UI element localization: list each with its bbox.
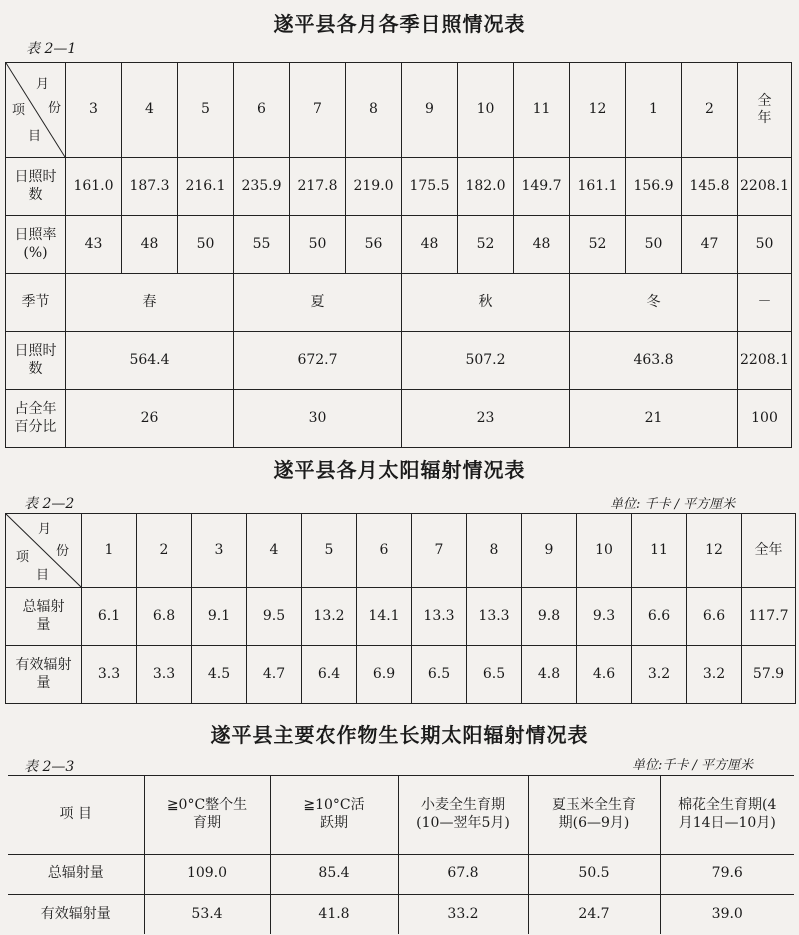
cell: 9.8 xyxy=(522,588,577,646)
cell: 672.7 xyxy=(234,332,402,390)
cell: 9.1 xyxy=(192,588,247,646)
cell: 3.3 xyxy=(82,646,137,704)
cell: 6.9 xyxy=(357,646,412,704)
month-header: 2 xyxy=(682,63,738,158)
cell: 21 xyxy=(570,390,738,448)
cell: 50 xyxy=(738,216,792,274)
month-header: 1 xyxy=(626,63,682,158)
corner-month2: 份 xyxy=(48,101,62,116)
month-header: 4 xyxy=(247,514,302,588)
cell: 52 xyxy=(570,216,626,274)
month-header: 9 xyxy=(402,63,458,158)
month-header: 11 xyxy=(514,63,570,158)
row-head-effective-radiation: 有效辐射量 xyxy=(8,894,144,934)
sunshine-table xyxy=(5,62,792,448)
table2-label: 表 2—2 xyxy=(24,496,75,512)
month-header: 12 xyxy=(687,514,742,588)
cell: 235.9 xyxy=(234,158,290,216)
cell: 175.5 xyxy=(402,158,458,216)
table2-unit: 单位: 千卡 / 平方厘米 xyxy=(610,497,736,512)
cell: 39.0 xyxy=(660,894,794,934)
cell: 4.5 xyxy=(192,646,247,704)
month-header: 6 xyxy=(357,514,412,588)
table-row xyxy=(6,216,792,274)
month-header: 12 xyxy=(570,63,626,158)
corner-item2: 目 xyxy=(36,568,50,583)
cell: 182.0 xyxy=(458,158,514,216)
month-header: 1 xyxy=(82,514,137,588)
month-header: 9 xyxy=(522,514,577,588)
month-header: 3 xyxy=(66,63,122,158)
table-row xyxy=(8,854,794,894)
month-header: 10 xyxy=(458,63,514,158)
radiation-table xyxy=(5,513,796,704)
month-header: 8 xyxy=(346,63,402,158)
table2-title: 遂平县各月太阳辐射情况表 xyxy=(273,458,526,482)
row-head-sunshine-rate: 日照率(%) xyxy=(6,216,66,274)
cell: 161.1 xyxy=(570,158,626,216)
table1-label: 表 2—1 xyxy=(26,41,77,57)
cell: 53.4 xyxy=(144,894,270,934)
month-header: 6 xyxy=(234,63,290,158)
cell: 67.8 xyxy=(398,854,528,894)
cell: 56 xyxy=(346,216,402,274)
table3-unit: 单位:千卡 / 平方厘米 xyxy=(632,758,754,773)
crop-radiation-table xyxy=(8,776,794,934)
cell: 30 xyxy=(234,390,402,448)
cell: 24.7 xyxy=(528,894,660,934)
cell: 161.0 xyxy=(66,158,122,216)
corner-month1: 月 xyxy=(38,522,52,537)
cell: 52 xyxy=(458,216,514,274)
cell: 6.6 xyxy=(687,588,742,646)
row-head-total-radiation: 总辐射量 xyxy=(8,854,144,894)
cell: 4.6 xyxy=(577,646,632,704)
cell: 6.6 xyxy=(632,588,687,646)
cell: 6.1 xyxy=(82,588,137,646)
cell: 9.5 xyxy=(247,588,302,646)
cell: 6.5 xyxy=(412,646,467,704)
cell: 3.2 xyxy=(632,646,687,704)
table-row xyxy=(6,274,792,332)
table-row xyxy=(8,894,794,934)
cell: 47 xyxy=(682,216,738,274)
cell: 6.4 xyxy=(302,646,357,704)
cell: 57.9 xyxy=(742,646,796,704)
cell: 149.7 xyxy=(514,158,570,216)
cell: 23 xyxy=(402,390,570,448)
month-header: 8 xyxy=(467,514,522,588)
table3-label: 表 2—3 xyxy=(24,759,75,775)
cell: 48 xyxy=(514,216,570,274)
row-head-percent: 占全年百分比 xyxy=(6,390,66,448)
cell: 156.9 xyxy=(626,158,682,216)
cell: 187.3 xyxy=(122,158,178,216)
table1-corner-cell xyxy=(6,63,66,158)
cell: 507.2 xyxy=(402,332,570,390)
cell: 4.8 xyxy=(522,646,577,704)
cell: 13.3 xyxy=(412,588,467,646)
month-header: 4 xyxy=(122,63,178,158)
cell: 13.3 xyxy=(467,588,522,646)
season-winter: 冬 xyxy=(570,274,738,332)
cell: 216.1 xyxy=(178,158,234,216)
cell: 6.8 xyxy=(137,588,192,646)
table-row xyxy=(6,390,792,448)
table3-header-row xyxy=(8,776,794,854)
cell: 463.8 xyxy=(570,332,738,390)
row-head-total-radiation: 总辐射量 xyxy=(6,588,82,646)
season-spring: 春 xyxy=(66,274,234,332)
cell: 14.1 xyxy=(357,588,412,646)
season-annual: － xyxy=(738,274,792,332)
cell: 4.7 xyxy=(247,646,302,704)
cell: 50 xyxy=(626,216,682,274)
table1-title: 遂平县各月各季日照情况表 xyxy=(273,12,526,36)
cell: 6.5 xyxy=(467,646,522,704)
cell: 50.5 xyxy=(528,854,660,894)
cell: 26 xyxy=(66,390,234,448)
cell: 3.2 xyxy=(687,646,742,704)
month-header: 全年 xyxy=(738,63,792,158)
cell: 3.3 xyxy=(137,646,192,704)
table-row xyxy=(6,158,792,216)
season-autumn: 秋 xyxy=(402,274,570,332)
cell: 50 xyxy=(290,216,346,274)
cell: 145.8 xyxy=(682,158,738,216)
month-header: 2 xyxy=(137,514,192,588)
item-header: 项 目 xyxy=(8,776,144,854)
month-header: 5 xyxy=(178,63,234,158)
cell: 48 xyxy=(402,216,458,274)
cell: 79.6 xyxy=(660,854,794,894)
cell: 9.3 xyxy=(577,588,632,646)
cell: 564.4 xyxy=(66,332,234,390)
cell: 85.4 xyxy=(270,854,398,894)
cell: 41.8 xyxy=(270,894,398,934)
row-head-season-hours: 日照时数 xyxy=(6,332,66,390)
corner-item1: 项 xyxy=(16,550,30,565)
cell: 55 xyxy=(234,216,290,274)
month-header: 5 xyxy=(302,514,357,588)
col-header: 棉花全生育期(4月14日—10月) xyxy=(660,776,794,854)
cell: 100 xyxy=(738,390,792,448)
table-row xyxy=(6,588,796,646)
col-header: ≧10°C活跃期 xyxy=(270,776,398,854)
cell: 117.7 xyxy=(742,588,796,646)
month-header: 10 xyxy=(577,514,632,588)
table2-header-row xyxy=(6,514,796,588)
col-header: 夏玉米全生育期(6—9月) xyxy=(528,776,660,854)
row-head-effective-radiation: 有效辐射量 xyxy=(6,646,82,704)
cell: 48 xyxy=(122,216,178,274)
corner-item1: 项 xyxy=(12,103,26,118)
cell: 219.0 xyxy=(346,158,402,216)
cell: 2208.1 xyxy=(738,332,792,390)
month-header: 3 xyxy=(192,514,247,588)
season-summer: 夏 xyxy=(234,274,402,332)
corner-month1: 月 xyxy=(36,77,50,92)
cell: 2208.1 xyxy=(738,158,792,216)
table1-header-row xyxy=(6,63,792,158)
corner-item2: 目 xyxy=(28,129,42,144)
cell: 33.2 xyxy=(398,894,528,934)
row-head-sunshine-hours: 日照时数 xyxy=(6,158,66,216)
table-row xyxy=(6,646,796,704)
table-row xyxy=(6,332,792,390)
cell: 43 xyxy=(66,216,122,274)
month-header: 7 xyxy=(412,514,467,588)
row-head-season: 季节 xyxy=(6,274,66,332)
corner-month2: 份 xyxy=(56,544,70,559)
cell: 13.2 xyxy=(302,588,357,646)
cell: 109.0 xyxy=(144,854,270,894)
cell: 50 xyxy=(178,216,234,274)
month-header: 7 xyxy=(290,63,346,158)
col-header: 小麦全生育期(10—翌年5月) xyxy=(398,776,528,854)
table3-title: 遂平县主要农作物生长期太阳辐射情况表 xyxy=(210,723,589,747)
month-header: 全年 xyxy=(742,514,796,588)
col-header: ≧0°C整个生育期 xyxy=(144,776,270,854)
month-header: 11 xyxy=(632,514,687,588)
table2-corner-cell xyxy=(6,514,82,588)
cell: 217.8 xyxy=(290,158,346,216)
